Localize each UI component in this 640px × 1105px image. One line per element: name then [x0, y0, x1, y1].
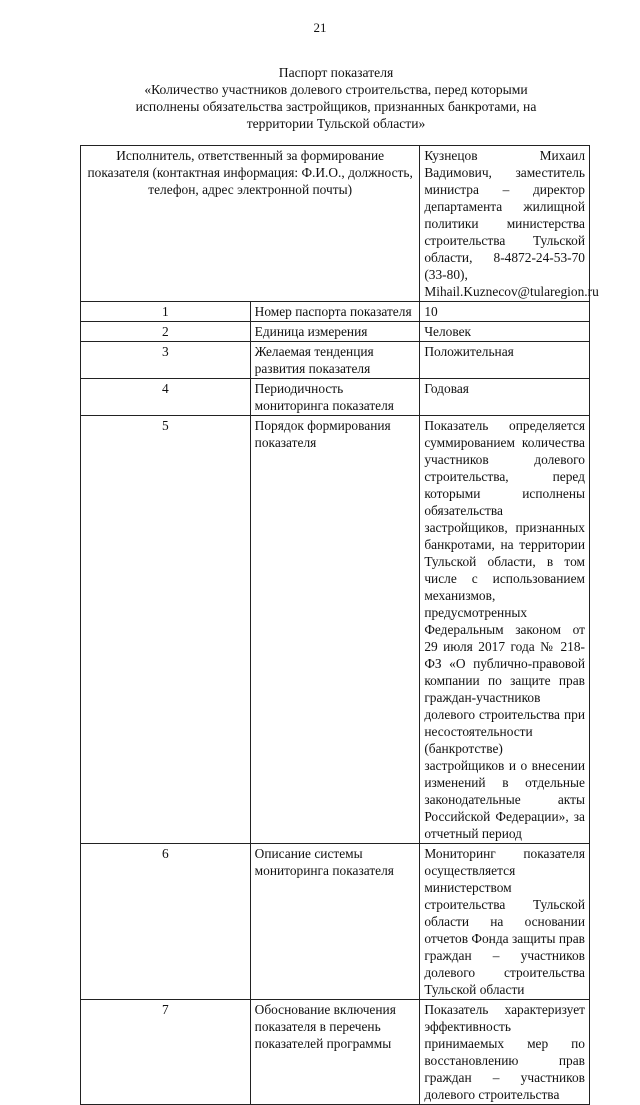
row-label: Номер паспорта показателя — [250, 302, 420, 322]
heading-subtitle-line: территории Тульской области» — [246, 116, 426, 131]
row-value: Мониторинг показателя осуществляется министерством строительства Тульской области на основании отчетов Фонда защиты прав граждан – участников долевого строительства Тульской области — [420, 844, 590, 1000]
row-value: Положительная — [420, 342, 590, 379]
row-label: Обоснование включения показателя в перечень показателей программы — [250, 1000, 420, 1105]
table-row — [81, 379, 590, 416]
row-number: 6 — [81, 844, 251, 1000]
heading-subtitle-line: «Количество участников долевого строительства, перед которыми — [144, 82, 528, 97]
table-row — [81, 1000, 590, 1105]
row-value: 10 — [420, 302, 590, 322]
table-row — [81, 844, 590, 1000]
row-number: 4 — [81, 379, 251, 416]
row-value: Годовая — [420, 379, 590, 416]
responsible-person-label: Исполнитель, ответственный за формирование показателя (контактная информация: Ф.И.О., должность, телефон, адрес электронной почты) — [81, 146, 420, 302]
row-label: Описание системы мониторинга показателя — [250, 844, 420, 1000]
indicator-passport-table — [80, 145, 599, 1105]
row-label: Единица измерения — [250, 322, 420, 342]
row-number: 5 — [81, 416, 251, 844]
table-row — [81, 322, 590, 342]
row-value: Показатель определяется суммированием количества участников долевого строительства, перед которыми исполнены обязательства застройщиков, признанных банкротами, на территории Тульской области, в том числе с использованием механизмов, предусмотренных Федеральным законом от 29 июля 2017 года № 218-ФЗ «О публично-правовой компании по защите прав граждан-участников долевого строительства при несостоятельности (банкротстве) застройщиков и о внесении изменений в отдельные законодательные акты Российской Федерации», за отчетный период — [420, 416, 590, 844]
row-value: Человек — [420, 322, 590, 342]
responsible-person-value: Кузнецов Михаил Вадимович, заместитель министра – директор департамента жилищной политики министерства строительства Тульской области, 8-4872-24-53-70 (33-80), Mihail.Kuznecov@tularegion.ru — [420, 146, 590, 302]
row-label: Периодичность мониторинга показателя — [250, 379, 420, 416]
heading-title: Паспорт показателя — [278, 65, 394, 80]
table-row — [81, 342, 590, 379]
page-number: 21 — [313, 20, 327, 35]
row-label: Желаемая тенденция развития показателя — [250, 342, 420, 379]
row-number: 2 — [81, 322, 251, 342]
row-label: Порядок формирования показателя — [250, 416, 420, 844]
row-number: 1 — [81, 302, 251, 322]
table-row — [81, 416, 590, 844]
document-heading — [60, 64, 612, 132]
table-header-row — [81, 146, 590, 302]
row-number: 7 — [81, 1000, 251, 1105]
heading-subtitle-line: исполнены обязательства застройщиков, признанных банкротами, на — [135, 99, 537, 114]
row-number: 3 — [81, 342, 251, 379]
table-row — [81, 302, 590, 322]
row-value: Показатель характеризует эффективность принимаемых мер по восстановлению прав граждан – участников долевого строительства — [420, 1000, 590, 1105]
